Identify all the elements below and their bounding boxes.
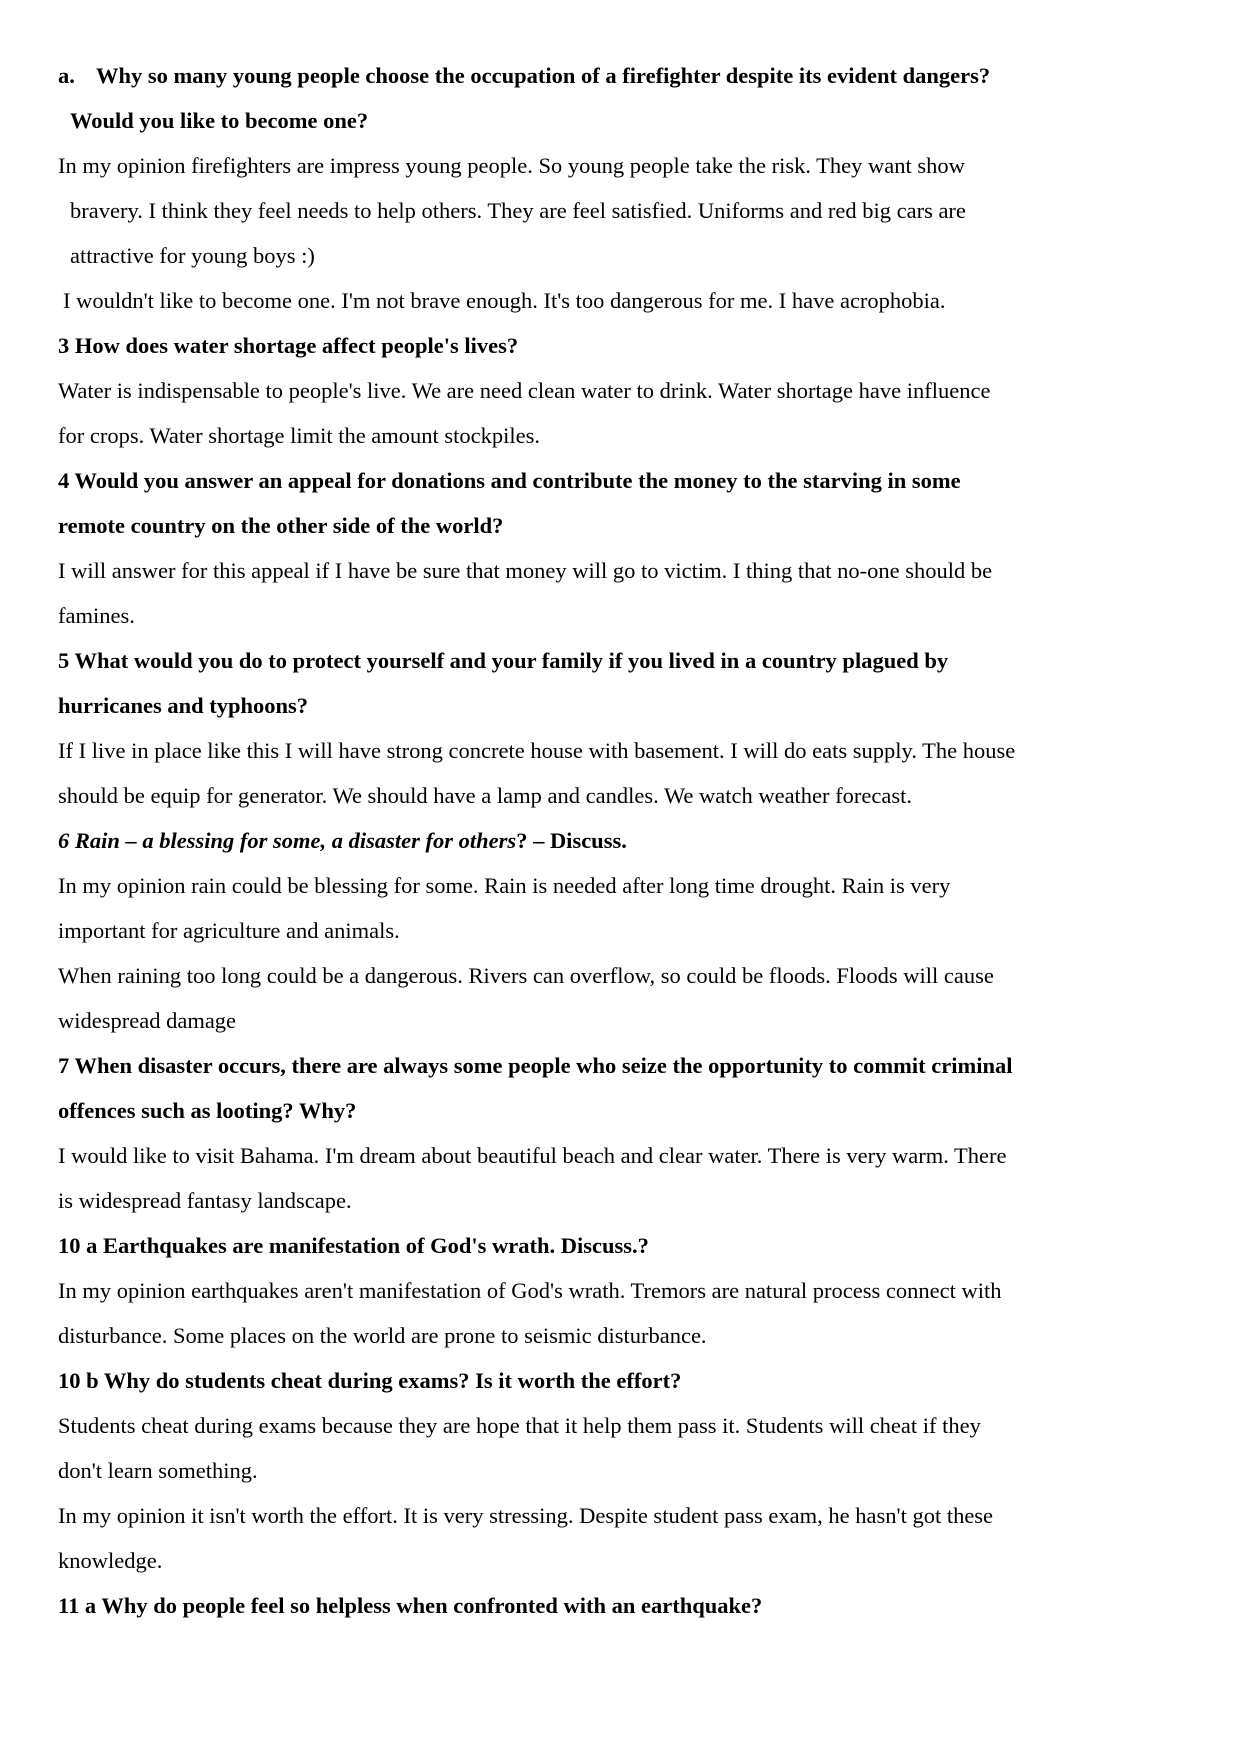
answer-line: bravery. I think they feel needs to help others. They are feel satisfied. Uniforms and red big cars are [70,198,966,223]
question-line [58,323,1180,368]
question-text: Why so many young people choose the occupation of a firefighter despite its evident dangers? [96,63,991,88]
answer-line: When raining too long could be a dangerous. Rivers can overflow, so could be floods. Floods will cause [58,963,994,988]
question-text: 5 What would you do to protect yourself and your family if you lived in a country plagued by [58,648,949,673]
question-line [58,98,1180,143]
question-text: Would you like to become one? [70,108,369,133]
answer-line: should be equip for generator. We should have a lamp and candles. We watch weather forecast. [58,783,912,808]
question-line [58,818,1180,863]
question-text: 11 a Why do people feel so helpless when confronted with an earthquake? [58,1593,763,1618]
question-label: a. [58,63,75,88]
question-line [58,1358,1180,1403]
answer-line: for crops. Water shortage limit the amount stockpiles. [58,423,541,448]
question-line [58,458,1180,503]
answer-line: knowledge. [58,1548,163,1573]
question-text-italic: 6 Rain – a blessing for some, a disaster for others [58,828,517,853]
answer-line: I wouldn't like to become one. I'm not brave enough. It's too dangerous for me. I have acrophobia. [63,288,946,313]
question-text: remote country on the other side of the world? [58,513,504,538]
question-line [58,53,1180,98]
answer-line: In my opinion earthquakes aren't manifestation of God's wrath. Tremors are natural process connect with [58,1278,1002,1303]
question-text: 4 Would you answer an appeal for donations and contribute the money to the starving in some [58,468,961,493]
answer-line: In my opinion it isn't worth the effort. It is very stressing. Despite student pass exam, he hasn't got these [58,1503,994,1528]
question-line [58,1223,1180,1268]
answer-line: disturbance. Some places on the world are prone to seismic disturbance. [58,1323,707,1348]
question-text: 10 b Why do students cheat during exams? Is it worth the effort? [58,1368,682,1393]
answer-line: widespread damage [58,1008,237,1033]
question-text: 7 When disaster occurs, there are always some people who seize the opportunity to commit criminal [58,1053,1013,1078]
question-line [58,1043,1180,1088]
question-text: hurricanes and typhoons? [58,693,309,718]
answer-line: In my opinion rain could be blessing for some. Rain is needed after long time drought. Rain is very [58,873,951,898]
answer-line: important for agriculture and animals. [58,918,400,943]
question-text: offences such as looting? Why? [58,1098,357,1123]
answer-line: attractive for young boys :) [70,243,315,268]
question-text: 3 How does water shortage affect people's lives? [58,333,519,358]
answer-line: I will answer for this appeal if I have be sure that money will go to victim. I thing that no-one should be [58,558,993,583]
answer-line: If I live in place like this I will have strong concrete house with basement. I will do eats supply. The house [58,738,1016,763]
answer-line: I would like to visit Bahama. I'm dream about beautiful beach and clear water. There is very warm. There [58,1143,1007,1168]
answer-line: Students cheat during exams because they are hope that it help them pass it. Students will cheat if they [58,1413,981,1438]
question-text: ? – Discuss. [516,828,627,853]
answer-line: famines. [58,603,135,628]
question-line [58,503,1180,548]
answer-line: is widespread fantasy landscape. [58,1188,352,1213]
answer-line: In my opinion firefighters are impress young people. So young people take the risk. They want show [58,153,965,178]
question-line [58,1088,1180,1133]
document-body [58,53,1180,1628]
question-line [58,683,1180,728]
answer-line: Water is indispensable to people's live. We are need clean water to drink. Water shortage have influence [58,378,991,403]
question-line [58,638,1180,683]
answer-line: don't learn something. [58,1458,258,1483]
question-text: 10 a Earthquakes are manifestation of God's wrath. Discuss.? [58,1233,649,1258]
question-line [58,1583,1180,1628]
